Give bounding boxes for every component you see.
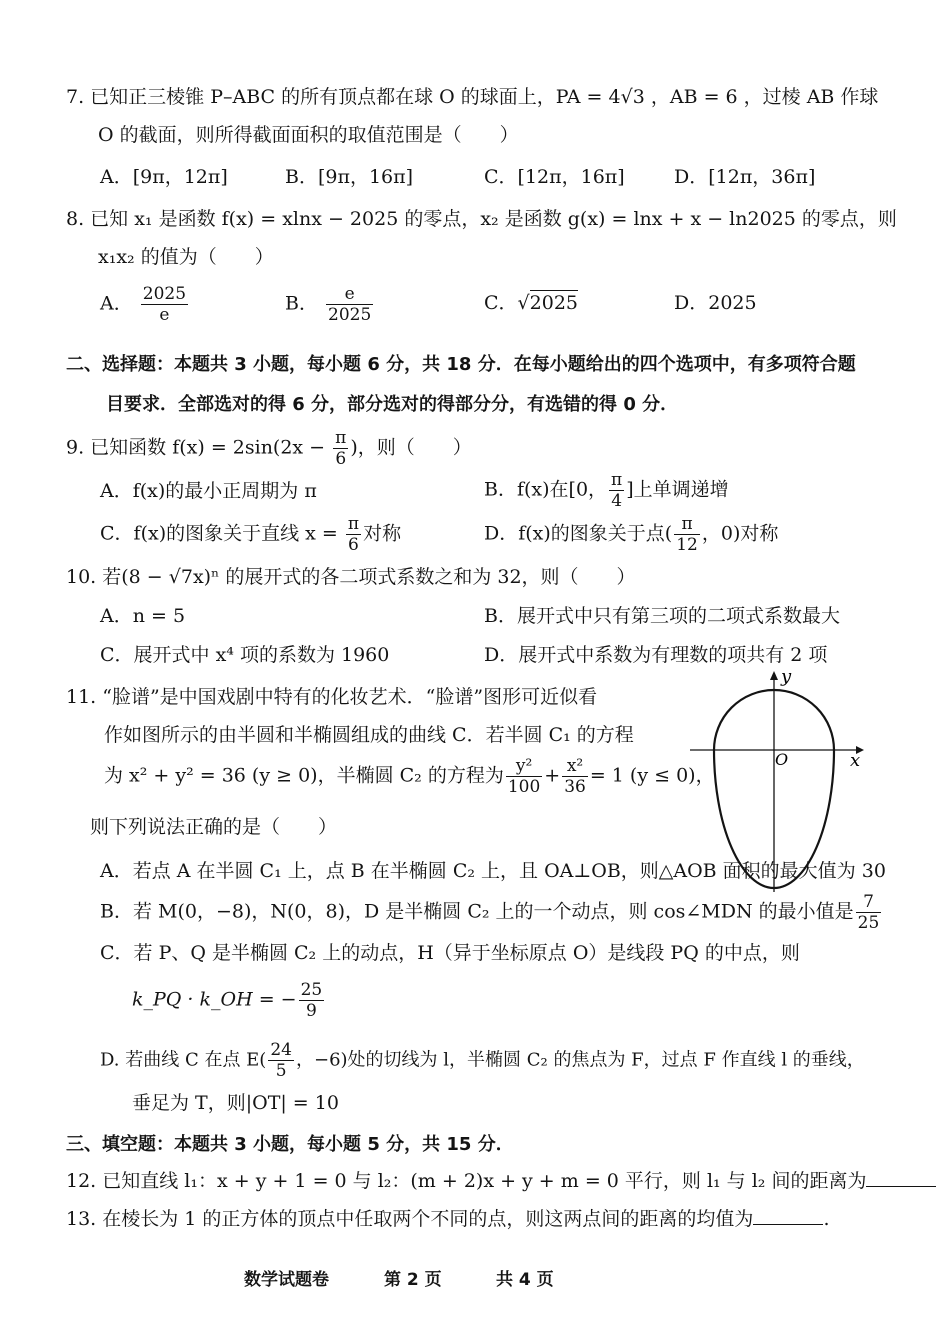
q8-option-a-label: A．	[100, 292, 133, 315]
q9-c-post: 对称	[363, 522, 402, 545]
q8-b-den: 2025	[328, 305, 372, 325]
q9-b-den: 4	[611, 491, 623, 511]
q11-option-a: A．若点 A 在半圆 C₁ 上，点 B 在半椭圆 C₂ 上，且 OA⊥OB，则△AOB 面积的最大值为 30	[100, 860, 886, 882]
q8-c-radicand: 2025	[529, 292, 579, 314]
section3-heading: 三、填空题：本题共 3 小题，每小题 5 分，共 15 分．	[66, 1134, 514, 1155]
q8-a-num: 2025	[142, 284, 187, 304]
q13-end: .	[823, 1208, 830, 1230]
q9-d-fraction	[674, 514, 700, 555]
q10-option-b: B．展开式中只有第三项的二项式系数最大	[484, 605, 840, 627]
q9-b-post: ]上单调递增	[626, 478, 729, 501]
q8-option-a-fraction	[141, 284, 188, 325]
q11-d1-num: 24	[270, 1040, 292, 1060]
q11-c2-fraction	[299, 980, 325, 1021]
q11-stem-line2: 作如图所示的由半圆和半椭圆组成的曲线 C．若半圆 C₁ 的方程	[104, 724, 634, 746]
q11-plus: +	[544, 764, 561, 787]
y-axis-arrow	[770, 671, 778, 680]
q9-stem-pre: 9. 已知函数 f(x) = 2sin(2x −	[66, 436, 332, 459]
q11-c2-pre: k_PQ · k_OH = −	[132, 988, 297, 1011]
q7-option-c: C．[12π，16π]	[484, 166, 625, 188]
q10-option-d: D．展开式中系数为有理数的项共有 2 项	[484, 644, 828, 666]
footer-subject: 数学试题卷	[244, 1270, 329, 1290]
section2-heading-line2: 目要求．全部选对的得 6 分，部分选对的得部分分，有选错的得 0 分．	[106, 394, 679, 415]
q11-fraction-y	[506, 756, 542, 797]
section2-heading-line1: 二、选择题：本题共 3 小题，每小题 6 分，共 18 分．在每小题给出的四个选项中，有多项符合题	[66, 354, 856, 375]
q11-line3-pre: 为 x² + y² = 36 (y ≥ 0)，半椭圆 C₂ 的方程为	[104, 764, 504, 787]
q11-option-b	[100, 892, 883, 933]
q9-d-den: 12	[676, 535, 698, 555]
q7-option-a: A．[9π，12π]	[100, 166, 228, 188]
q9-d-post: ，0)对称	[701, 522, 779, 545]
q7-option-b: B．[9π，16π]	[285, 166, 414, 188]
footer-page: 第 2 页	[384, 1270, 442, 1290]
q11-fraction-x	[562, 756, 588, 797]
q11-f2-num: x²	[562, 756, 588, 777]
q9-c-num: π	[347, 514, 360, 534]
y-axis-label: y	[781, 666, 792, 687]
q9-option-a: A．f(x)的最小正周期为 π	[100, 480, 317, 502]
q9-c-den: 6	[348, 535, 359, 555]
q9-b-num: π	[611, 470, 623, 490]
q9-d-num: π	[674, 514, 700, 535]
q11-stem-line4: 则下列说法正确的是（ ）	[90, 816, 338, 838]
q11-b-den: 25	[857, 913, 880, 933]
q9-six: 6	[335, 449, 347, 469]
q11-d1-pre: D. 若曲线 C 在点 E(	[100, 1049, 267, 1071]
q9-b-pre: B．f(x)在[0，	[484, 478, 608, 501]
q9-b-fraction	[609, 470, 624, 511]
q11-line3-post: = 1 (y ≤ 0)，	[589, 764, 715, 787]
q7-stem-line1: 7. 已知正三棱锥 P–ABC 的所有顶点都在球 O 的球面上，PA = 4√3 ，AB = 6 ，过棱 AB 作球	[66, 86, 879, 108]
q9-c-pre: C．f(x)的图象关于直线 x =	[100, 522, 344, 545]
q13-text: 13. 在棱长为 1 的正方体的顶点中任取两个不同的点，则这两点间的距离的均值为	[66, 1208, 754, 1230]
q13-stem	[66, 1206, 829, 1232]
q7-stem-line2: O 的截面，则所得截面面积的取值范围是（ ）	[98, 124, 519, 146]
q11-f2-den: 36	[564, 777, 586, 797]
q9-option-c	[100, 514, 401, 555]
q11-d1-post: ，−6)处的切线为 l，半椭圆 C₂ 的焦点为 F，过点 F 作直线 l 的垂线，	[295, 1049, 865, 1071]
q11-f1-num: y²	[506, 756, 542, 777]
q11-d1-fraction	[268, 1040, 294, 1081]
q8-stem-line2: x₁x₂ 的值为（ ）	[98, 246, 274, 268]
q8-option-d: D．2025	[674, 292, 757, 314]
q11-option-c-line2	[132, 980, 326, 1021]
q11-b-pre: B．若 M(0，−8)，N(0，8)，D 是半椭圆 C₂ 上的一个动点，则 cos∠MDN 的最小值是	[100, 900, 854, 923]
q11-option-c-line1: C．若 P、Q 是半椭圆 C₂ 上的动点，H（异于坐标原点 O）是线段 PQ 的中点，则	[100, 942, 800, 964]
q11-c2-num: 25	[300, 980, 323, 1000]
q8-option-b	[285, 284, 375, 325]
q10-option-c: C．展开式中 x⁴ 项的系数为 1960	[100, 644, 390, 666]
q8-option-b-fraction	[326, 284, 373, 325]
q8-option-b-label: B．	[285, 292, 318, 315]
q9-stem-post: )，则（ ）	[350, 436, 472, 459]
q12-stem	[66, 1168, 936, 1194]
q12-answer-blank[interactable]	[866, 1168, 936, 1187]
q12-text: 12. 已知直线 l₁：x + y + 1 = 0 与 l₂：(m + 2)x + y + m = 0 平行，则 l₁ 与 l₂ 间的距离为	[66, 1170, 867, 1192]
q9-d-pre: D．f(x)的图象关于点(	[484, 522, 673, 545]
q10-stem: 10. 若(8 − √7x)ⁿ 的展开式的各二项式系数之和为 32，则（ ）	[66, 566, 636, 588]
q11-f1-den: 100	[507, 777, 541, 797]
q11-b-fraction	[856, 892, 882, 933]
q9-option-b	[484, 470, 729, 511]
q11-stem-line3	[104, 756, 715, 797]
q13-answer-blank[interactable]	[753, 1206, 823, 1225]
q9-pi: π	[335, 428, 347, 448]
q11-c2-den: 9	[305, 1001, 317, 1021]
q8-a-den: e	[159, 305, 170, 325]
q11-b-num: 7	[856, 892, 882, 913]
q9-stem	[66, 428, 472, 469]
q11-d1-den: 5	[275, 1061, 287, 1081]
q8-option-c-label: C．	[484, 292, 518, 314]
q11-option-d-line1	[100, 1040, 865, 1081]
q7-option-d: D．[12π，36π]	[674, 166, 816, 188]
q8-b-num: e	[326, 284, 373, 305]
q11-option-d-line2: 垂足为 T，则|OT| = 10	[132, 1092, 339, 1114]
q8-option-c: C．√2025	[484, 292, 579, 314]
q8-option-a	[100, 284, 190, 325]
q8-stem-line1: 8. 已知 x₁ 是函数 f(x) = xlnx − 2025 的零点，x₂ 是函数 g(x) = lnx + x − ln2025 的零点，则	[66, 208, 897, 230]
q9-option-d	[484, 514, 778, 555]
q10-option-a: A．n = 5	[100, 605, 186, 627]
x-axis-label: x	[850, 750, 861, 771]
q11-stem-line1: 11. “脸谱”是中国戏剧中特有的化妆艺术．“脸谱”图形可近似看	[66, 686, 598, 708]
q9-c-fraction	[346, 514, 361, 555]
origin-label: O	[775, 750, 789, 769]
footer-total: 共 4 页	[496, 1270, 554, 1290]
q9-stem-fraction	[333, 428, 348, 469]
